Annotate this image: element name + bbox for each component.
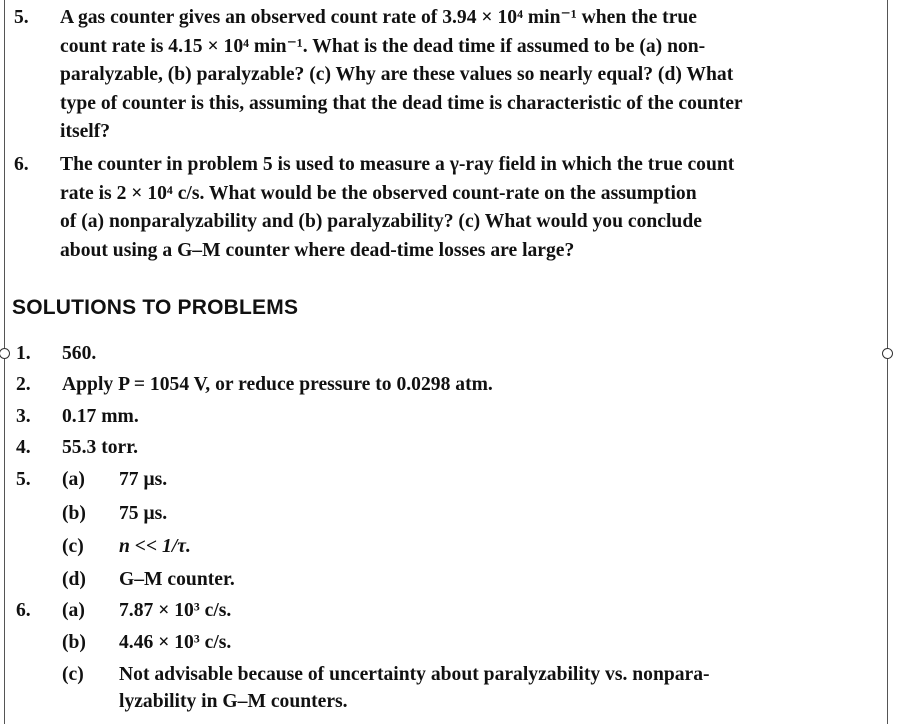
solution-answer: G–M counter.	[119, 569, 235, 590]
solution-number: 3.	[16, 406, 31, 427]
solutions-heading: SOLUTIONS TO PROBLEMS	[12, 296, 299, 319]
solution-answer: 7.87 × 10³ c/s.	[119, 600, 232, 621]
solution-answer: 4.46 × 10³ c/s.	[119, 632, 232, 653]
solution-number: 5.	[16, 469, 31, 490]
solution-number: 6.	[16, 600, 31, 621]
problem-line: itself?	[60, 121, 111, 143]
solution-text: 0.17 mm.	[62, 406, 139, 427]
solution-answer: 77 μs.	[119, 469, 168, 490]
solution-part-label: (a)	[62, 469, 85, 490]
solution-text: 55.3 torr.	[62, 437, 139, 458]
solution-number: 1.	[16, 343, 31, 364]
solution-part-label: (c)	[62, 536, 84, 557]
solution-part-label: (b)	[62, 503, 86, 524]
problem-line: of (a) nonparalyzability and (b) paralyzability? (c) What would you conclude	[60, 211, 702, 233]
solution-answer: 75 μs.	[119, 503, 168, 524]
frame-right-border	[887, 0, 888, 724]
resize-handle-right-icon[interactable]	[882, 348, 893, 359]
solution-part-label: (a)	[62, 600, 85, 621]
frame-left-border	[4, 0, 5, 724]
solution-answer: lyzability in G–M counters.	[119, 691, 348, 712]
problem-line: about using a G–M counter where dead-time losses are large?	[60, 239, 575, 261]
problem-line: count rate is 4.15 × 10⁴ min⁻¹. What is the dead time if assumed to be (a) non-	[60, 35, 706, 57]
problem-text	[60, 151, 850, 265]
problem-line: type of counter is this, assuming that the dead time is characteristic of the counter	[60, 92, 743, 114]
problem-line: The counter in problem 5 is used to measure a γ-ray field in which the true count	[60, 154, 735, 175]
solution-part-label: (d)	[62, 569, 86, 590]
resize-handle-left-icon[interactable]	[0, 348, 10, 359]
solution-part-label: (c)	[62, 664, 84, 685]
problem-text	[60, 4, 850, 147]
solution-text: 560.	[62, 343, 97, 364]
problem-number: 5.	[14, 7, 29, 28]
problem-line: rate is 2 × 10⁴ c/s. What would be the observed count-rate on the assumption	[60, 182, 697, 204]
solution-part-label: (b)	[62, 632, 86, 653]
problem-line: paralyzable, (b) paralyzable? (c) Why are these values so nearly equal? (d) What	[60, 64, 734, 86]
solution-number: 2.	[16, 374, 31, 395]
solution-number: 4.	[16, 437, 31, 458]
problem-number: 6.	[14, 154, 29, 175]
solution-answer: Not advisable because of uncertainty about paralyzability vs. nonpara-	[119, 664, 710, 685]
solution-answer: n << 1/τ.	[119, 536, 191, 557]
problem-line: A gas counter gives an observed count rate of 3.94 × 10⁴ min⁻¹ when the true	[60, 7, 697, 28]
solution-text: Apply P = 1054 V, or reduce pressure to 0.0298 atm.	[62, 374, 493, 395]
